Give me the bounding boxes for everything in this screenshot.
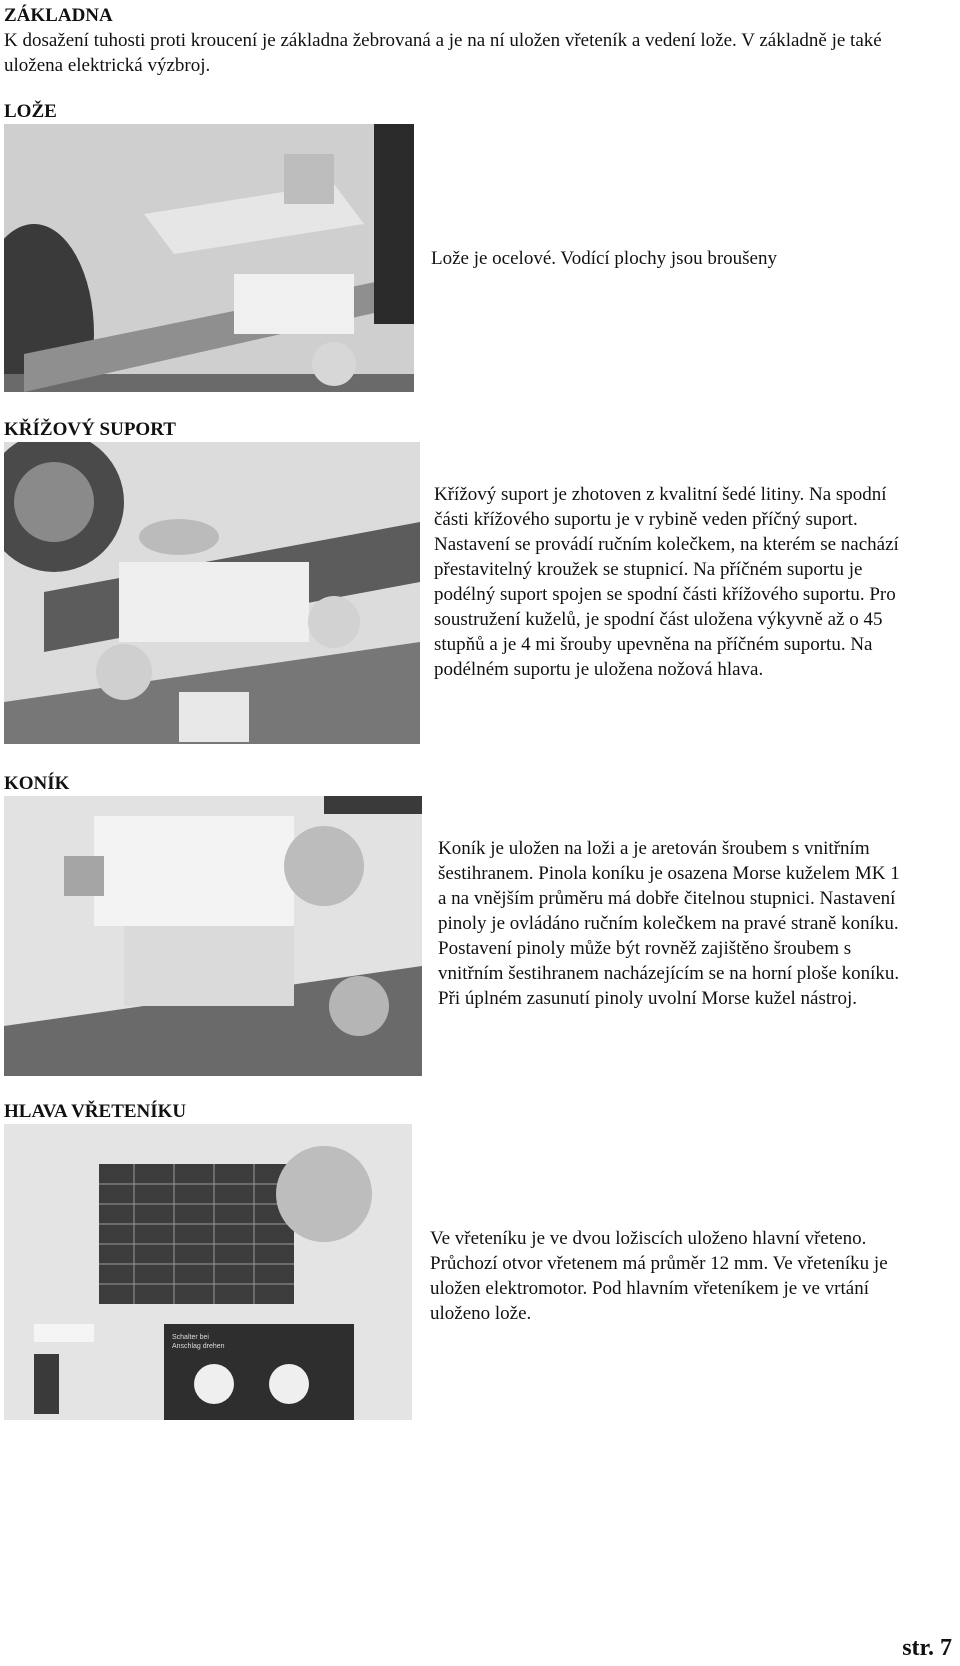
cross-slide-photo [4,442,420,744]
section-heading-krizovy-suport: KŘÍŽOVÝ SUPORT [4,419,176,440]
lathe-bed-photo [4,124,414,392]
headstock-photo [4,1124,412,1420]
tailstock-photo [4,796,422,1076]
switch-label-line2: Anschlag drehen [172,1343,225,1350]
section-text-zakladna: K dosažení tuhosti proti kroucení je základna žebrovaná a je na ní uložen vřeteník a vedení lože. V základně je také uložena elektrická výzbroj. [4,30,882,76]
section-heading-zakladna: ZÁKLADNA [4,5,113,26]
section-heading-konik: KONÍK [4,773,70,794]
page-number: str. 7 [902,1635,952,1661]
section-heading-loze: LOŽE [4,101,57,122]
section-text-konik: Koník je uložen na loži a je aretován šroubem s vnitřním šestihranem. Pinola koníku je osazena Morse kuželem MK 1 a na vnějším průměru má dobře čitelnou stupnici. Nastavení pinoly je ovládáno ručním kolečkem na pravé straně koníku. Postavení pinoly může být rovněž zajištěno šroubem s vnitřním šestihranem nacházejícím se na horní ploše koníku. Při úplném zasunutí pinoly uvolní Morse kužel nástroj. [438,838,900,1009]
section-text-krizovy-suport: Křížový suport je zhotoven z kvalitní šedé litiny. Na spodní části křížového suportu je v rybině veden příčný suport. Nastavení se provádí ručním kolečkem, na kterém se nachází přestavitelný kroužek se stupnicí. Na příčném suportu je podélný suport spojen se spodní části křížového suportu. Pro soustružení kuželů, je spodní část uložena výkyvně až o 45 stupňů a je 4 mi šrouby upevněna na příčném suportu. Na podélném suportu je uložena nožová hlava. [434,484,899,680]
section-text-hlava-vreteniku: Ve vřeteníku je ve dvou ložiscích uloženo hlavní vřeteno. Průchozí otvor vřetenem má průměr 12 mm. Ve vřeteníku je uložen elektromotor. Pod hlavním vřeteníkem je ve vrtání uloženo lože. [430,1228,888,1324]
section-text-loze: Lože je ocelové. Vodící plochy jsou broušeny [431,248,777,269]
section-heading-hlava-vreteniku: HLAVA VŘETENÍKU [4,1101,187,1122]
switch-label-line1: Schalter bei [172,1334,209,1341]
